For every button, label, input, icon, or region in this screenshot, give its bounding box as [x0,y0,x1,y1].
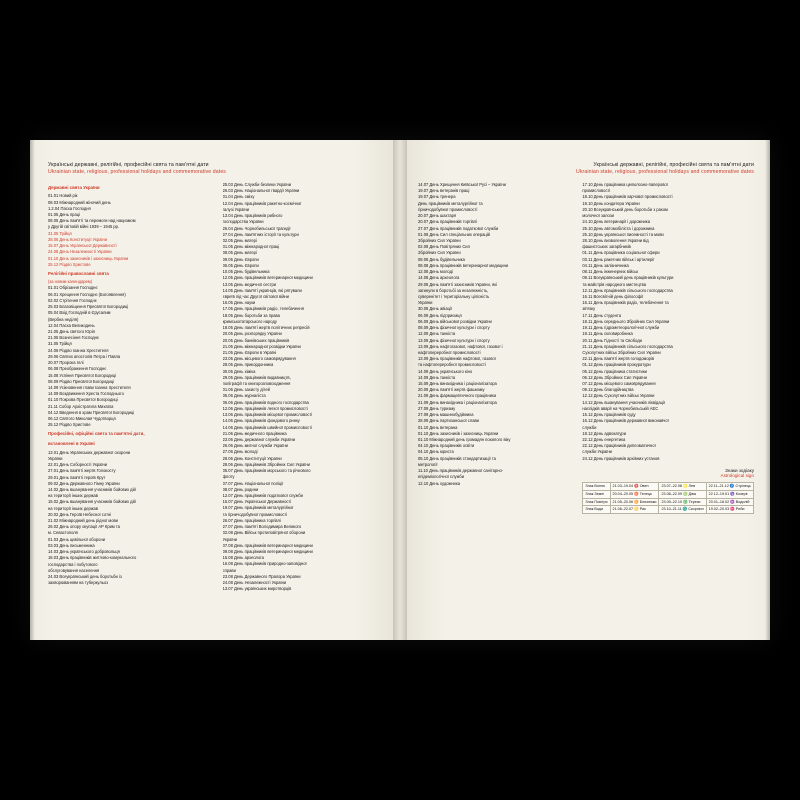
list-item: 03.11 День ракетних військ і артилерії [582,256,655,262]
list-item: 16.11 День працівників радіо, телебачення та [582,300,669,306]
left-column-2 [223,182,384,592]
left-column-1 [48,182,213,592]
list-item: 14.03 День українського добровольця [48,549,120,555]
list-item: 20.05 День розпорядку України [222,331,282,337]
list-item: у Другій світовій війні 1939 – 1945 рр. [48,224,120,230]
state-holidays-list [48,193,213,268]
list-item: 13.04 День працівників рибного [222,213,283,219]
list-item: 21.05 День міжнародної розвідки України [222,343,301,349]
list-item: 20.09 День пам'яті жертв фашизму [418,387,485,393]
table-cell: 21.05–20.06 ♊ Близнюки [610,498,659,506]
list-item: 08.09 День фізичної культури і спорту [418,325,490,331]
list-item: 19.11 День скловиробника [582,331,633,337]
list-item: 04.10 День працівників освіти [418,443,475,449]
list-item: на території інших держав [48,505,98,511]
list-item: 11.10 День працівників державної санітарно- [418,468,504,474]
zodiac-title-uk: Знаки зодіаку [725,467,754,473]
list-item: (Вербна неділя) [48,316,79,322]
list-item: 04.11 День залізничника [582,262,629,268]
list-item: 29.01 День пам'яті героїв Крут [48,474,106,480]
list-item: 12.10 День художника [418,480,460,486]
list-item: 20.07 День шахтаря [418,213,457,219]
list-item: м. Севастополя [48,530,78,536]
list-item: 05.07 День працівників морського та річкового [222,468,311,474]
list-item: 02.02 Стрітення Господнє [48,297,97,303]
list-item: 20.07 Пророка Іллі [48,360,84,366]
list-item: 14.06 День працівників фондового ринку [222,418,300,424]
list-item: та майстрів народного мистецтва [582,281,647,287]
list-item: 22.01 День Соборності України [48,462,108,468]
table-cell: Знак Вогню [583,482,610,490]
list-item: 06.12 Святого Миколая Чудотворця [48,416,116,422]
list-item: День працівників металургійної та [418,200,483,206]
list-item: 14.09 День танкіста [418,374,456,380]
list-item: служби [582,424,597,430]
list-item: 25.12 Різдво Христове [48,422,91,428]
right-column-2-list [582,182,754,462]
table-row [583,482,754,490]
left-page-header [48,162,384,176]
list-item: 26.04 День Чорнобильської трагедії [222,225,291,231]
open-book-spread [30,140,770,640]
list-item: 13.07 День українських миротворців [222,586,292,592]
list-item: 01.01 Новий рік [48,193,78,199]
list-item: 19.11 День гідрометеорологічної служби [582,325,660,331]
list-item: 24.08 День Незалежності України [222,580,287,586]
list-item: нафтопереробної промисловості [418,349,481,355]
list-item: 28.09 День партизанської слави [418,418,479,424]
list-item: 13.09 День фізичної культури і спорту [418,337,490,343]
right-page [400,140,770,640]
list-item: 25.12 Різдво Христове [48,261,91,267]
right-column-2 [582,182,754,514]
list-item: 01.04 День сміху [222,194,255,200]
list-item: загинули в боротьбі за незалежність, [418,287,489,293]
list-item: 17.11 День студента [582,312,621,318]
list-item: 29.06 Святих апостолів Петра і Павла [48,353,121,359]
list-item: 31.05 Трійця [48,341,72,347]
list-item: 28.05 День прикордонника [222,362,274,368]
list-item: України [222,536,238,542]
list-item: 09.12 День благодійництва [582,387,634,393]
list-item: 06.01 Хрещення Господнє (Богоявлення) [48,291,126,297]
header-title-uk-right: Українські державні, релігійні, професійні свята та пам'ятні дати [593,162,754,168]
list-item: 14.08 День археолога [418,275,460,281]
left-page-columns [48,182,384,592]
list-item: 28.06 День працівників Збройних Сил України [222,461,310,467]
list-item: 01.10 Покрова Пресвятої Богородиці [48,397,118,403]
list-item: кримськотатарського народу [222,318,277,324]
list-item: 06.09 День військової розвідки України [418,318,492,324]
list-item: 08.05 День матері [222,250,257,256]
list-item: 21.05 День святого Юрія [48,328,95,334]
list-item: 31.05 Трійця [48,230,72,236]
list-item: 12.05 День працівників ветеринарної медицини [222,275,313,281]
right-column-1-list [418,182,572,487]
list-item: 24.06 Різдво Іоанна Хрестителя [48,347,109,353]
list-item: 29.08 День пам'яті захисників України, які [418,281,497,287]
table-cell: Знак Повітря [583,498,610,506]
list-item: 25.03 День Служби безпеки України [222,182,292,188]
list-item: 01.10 Міжнародний день громадян похилого віку [418,437,511,442]
table-cell: 23.09–22.10 ♎ Терези [659,498,706,506]
list-item: 18.10 День працівників харчової промисловості [582,194,673,200]
table-cell: 21.03–19.04 ♈ Овен [610,482,659,490]
list-item: 08.07 День родини [222,486,259,492]
list-item: 06.08 Преображення Господнє [48,366,107,372]
list-item: 27.09 День машинобудівника [418,412,474,418]
list-item: 12.09 День танкіста [418,331,456,337]
table-cell: 22.11–21.12 ♐ Стрілець [706,482,753,490]
list-item: 20.10 Всеукраїнський день боротьби з раком [582,206,668,212]
list-item: 06.12 День Збройних Сил України [582,374,647,380]
left-page [30,140,400,640]
table-row [583,498,754,506]
list-item: гірничодобувної промисловості [418,206,478,212]
list-item: 06.05 День Європи [222,262,259,268]
list-item: 18.05 День пам'яті жертв політичних репресій [222,325,310,331]
list-item: 17.05 День працівників радіо, телебачення [222,306,304,312]
list-item: 01.01 Обрізання Господнє [48,285,98,291]
list-item: 30.08 День авіації [418,306,452,312]
list-item: 01.03 День цивільної оборони [48,536,106,542]
list-item: 08.03 Міжнародний жіночий день [48,199,111,205]
list-item: 01.10 День захисників і захисниць України [418,430,499,436]
header-title-en: Ukrainian state, religious, professional holidays and commemorative dates [48,169,226,176]
list-item: 28.10 День визволення України від [582,238,649,243]
list-item: 21.06 День медичного працівника [222,430,287,436]
list-item: 01.08 День Сил спеціальних операцій [418,231,490,237]
list-item: 21.05 День Європи в Україні [222,349,277,355]
list-item: 01.12 День працівників прокуратури [582,362,651,368]
list-item: 25.10 День автомобіліста і дорожника [582,225,655,231]
list-item: 14.09 Воздвиження Хреста Господнього [48,391,124,397]
list-item: 12.04 День працівників ракетно-космічної [222,200,302,206]
list-item: євреїв під час Другої світової війни [222,293,289,299]
list-item: 19.07 День ветеранів праці [418,188,470,194]
list-item: на території інших держав [48,493,98,499]
list-item: 06.06 День працівників водного господарства [222,399,309,405]
list-item: 24.08 День Незалежності України [48,249,112,255]
list-item: 02.08 День Військ протиповітряної оборони [222,530,306,536]
list-item: 15.02 День вшанування учасників бойових дій [48,499,136,505]
list-item: 24.10 День ветеринарії і дорожника [582,219,650,225]
list-item: 21.09 День фармацевтичного працівника [418,393,497,399]
list-item: 26.07 День працівника торгівлі [222,517,281,523]
list-item: 24.03 Всеукраїнський день боротьби із [48,574,122,580]
list-item: фашистських загарбників [582,244,631,250]
table-cell: 20.04–20.05 ♉ Телець [610,490,659,498]
list-item: 14.05 День пам'яті українців, які рятували [222,287,302,293]
list-item: 27.09 День туризму [418,405,456,411]
list-item: 26.03 День Національної гвардії України [222,188,300,194]
list-item: поліграфії та книгорозповсюдження [222,381,291,387]
list-item: 05.12 День працівника статистики [582,368,647,374]
zodiac-title [582,468,754,478]
list-item: та нафтопереробної промисловості [418,362,486,368]
list-item: 03.03 День письменника [48,542,95,548]
list-item: 15.12 День працівників суду [582,412,636,418]
list-item: 12.08 День молоді [418,269,453,275]
list-item: 13.09 День нафтогазової, нафтової, газової і [418,343,503,349]
list-item: Збройних Сил України [418,250,461,256]
list-item: Збройних Сил України [418,238,461,243]
right-column-1 [418,182,572,514]
list-item: України [48,455,63,461]
list-item: 21.02 Міжнародний день рідної мови [48,518,118,524]
header-title-en-right: Ukrainian state, religious, professional holidays and commemorative dates [576,169,754,176]
list-item: обслуговування населення [48,567,100,573]
list-item: 14.07 День Хрещення Київської Русі – України [418,182,506,188]
list-item: 18.12 День адвокатури [582,430,626,436]
list-item: 26.06 День митної служби України [222,443,288,449]
list-item: Сухопутних військ Збройних Сил України [582,349,661,355]
list-item: 15.07 День Української Державності [222,499,292,505]
list-item: 27.04 День пам'ятних історії та культури [222,231,299,237]
list-item: 14.09 День українського кіно [418,368,473,374]
list-item: 14.12 День вшанування учасників ліквідації [582,399,665,405]
list-item: 29.05 День працівників видавництв, [222,374,291,380]
list-item: 09.11 Всеукраїнський день працівників культури [582,275,674,281]
list-item: 15.08 Успіння Пресвятої Богородиці [48,372,117,378]
list-item: зв'язку [582,306,596,312]
list-item: 23.06 День державної служби України [222,437,296,442]
list-item: 28.06 День Конституції України [222,455,282,461]
list-item: 01.10 День захисників і захисниць України [48,255,129,261]
list-item: 16.05 День науки [222,300,256,306]
list-item: 1.2.04 Пасха Господня [48,205,91,211]
list-item: 15.08 День археолога [222,555,264,561]
list-item: 21.05 Вознесіння Господнє [48,335,99,341]
table-cell: Знак Землі [583,490,610,498]
list-item: 14.02 День вшанування учасників бойових дій [48,486,136,492]
left-column-2-list [223,182,384,592]
table-cell: 22.12–19.01 ♑ Козеріг [706,490,753,498]
table-row [583,506,754,514]
list-item: 20.07 День працівників торгівлі [418,219,477,225]
table-cell: 20.01–18.02 ♒ Водолій [706,498,753,506]
list-item: 18.03 День працівників житлово-комунального [48,555,137,561]
section-professional-holidays: Професійні, офіційні свята та пам'ятні дати, [48,431,145,437]
table-cell: 23.07–22.08 ♌ Лев [659,482,706,490]
list-item: 05.06 День журналіста [222,393,266,399]
list-item: 06.09 День підприємця [418,312,462,318]
list-item: справи [222,567,236,573]
list-item: 12.12 День Сухопутних військ України [582,393,655,399]
list-item: 20.05 День банківських працівників [222,337,290,343]
list-item: 05.04 Вхід Господній в Єрусалим [48,310,111,316]
list-item: 09.05 День Європи [222,256,259,262]
list-item: молочної залози [582,213,614,219]
list-item: 01.05 День праці [48,212,80,218]
list-item: наслідків аварії на Чорнобильській АЕС [582,405,659,411]
list-item: 13.01 День Українських державної охорони [48,449,131,455]
list-item: 19.10 День кондитера України [582,200,640,206]
list-item: 13.05 День медичної сестри [222,281,277,287]
zodiac-title-en: Astrological sign [720,472,754,478]
list-item: 07.07 День Національної поліції [222,480,284,486]
list-item: флоту [222,474,235,480]
list-item: 15.07 День Української Державності [48,243,117,249]
list-item: 01.11 День працівника соціальної сфери [582,250,660,256]
list-item: 21.11 День працівників сільського господарства [582,343,673,349]
list-item: господарства і побутового [48,561,98,567]
section-professional-holidays-line2: встановлені в Україні [48,441,95,447]
list-item: 27.07 День працівників податкової служби [418,225,499,231]
list-item: 12.04 Пасха Великодень [48,322,95,328]
list-item: 22.12 День енергетика [582,437,626,442]
religious-holidays-list [48,285,213,428]
list-item: 13.06 День працівників місцевої промисловості [222,412,313,418]
table-cell: 21.06–22.07 ♋ Рак [610,506,659,514]
list-item: 21.09 День винахідника і раціоналізатора [418,399,497,405]
section-state-holidays: Державні свята України [48,185,100,191]
list-item: 07.08 День працівників ветеринарної медицини [222,542,313,548]
list-item: 02.08 День Повітряних Сил [418,244,470,250]
table-cell: 23.08–22.09 ♍ Діва [659,490,706,498]
list-item: 20.11 День Гідності та Свободи [582,337,642,343]
list-item: 13.09 День працівників нафтової, газової [418,356,496,362]
professional-holidays-list [48,450,213,587]
list-item: 25.03 Благовіщення Пресвятої Богородиці [48,304,129,310]
list-item: 04.12 Введення в храм Пресвятої Богородиці [48,409,135,415]
list-item: 26.02 День опору окупації АР Крим та [48,524,120,530]
list-item: 24.12 День працівників архівних установ [582,455,660,461]
list-item: 08.11 День інженерних військ [582,269,639,275]
list-item: 25.10 День української писемності та мови [582,231,664,237]
right-page-columns [418,182,754,514]
list-item: 22.11 День пам'яті жертв голодоморів [582,356,655,362]
list-item: 08.05 День пам'яті та перемоги над нацизмом [48,218,136,224]
list-item: 16.11 Всесвітній день філософії [582,293,644,299]
section-religious-holidays: Релігійні православні свята [48,270,109,276]
list-item: 23.08 День Державного Прапора України [222,573,301,579]
list-item: та гірничодобувної промисловості [222,511,288,517]
table-row [583,490,754,498]
table-cell: Знак Води [583,506,610,514]
list-item: 14.09 Усікновення глави Іоанна Хрестителя [48,384,131,390]
section-religious-subtitle: (за новим календарем) [48,279,93,285]
list-item: 12.06 День працівників легкої промисловості [222,405,308,411]
list-item: 21.11 Собор Архістратига Михаїла [48,403,114,409]
list-item: 01.06 День захисту дітей [222,387,270,393]
list-item: України [418,300,433,306]
list-item: 12.11 День працівників сільського господарства [582,287,673,293]
list-item: 27.06 День молоді [222,449,258,455]
list-item: 12.07 День працівників податкової служби [222,492,303,498]
list-item: 19.07 День працівників металургійної [222,505,294,511]
list-item: 09.02 День Державного Гімну України [48,480,120,486]
list-item: метрології [418,461,438,467]
right-page-edge-shadow [765,140,770,640]
list-item: 10.05 День будівельника [222,269,270,275]
list-item: 22.12 День працівників дипломатичної [582,443,656,449]
list-item: 18.11 День середнього Збройних Сил України [582,318,670,324]
list-item: 08.08 День працівників ветеринарної медицини [418,262,509,268]
list-item: 16.12 День працівників державної виконавчої [582,418,669,424]
list-item: 27.07 День пам'яті Володимира Великого [222,524,302,530]
list-item: епідеміологічної служби [418,474,464,480]
list-item: 30.05 День хіміка [222,368,256,374]
list-item: 15.09 День винахідника і раціоналізатора [418,381,497,387]
list-item: господарства України [222,219,264,225]
list-item: 02.05 День матері [222,238,257,243]
list-item: 01.05 День міжнародної праці [222,244,280,250]
table-cell: 23.10–21.11 ♏ Скорпіон [659,506,706,514]
list-item: 01.10 День ветерана [418,424,458,430]
left-page-edge-shadow [30,140,35,640]
list-item: 27.01 День пам'яті жертв Голокосту [48,468,116,474]
list-item: промисловості [582,188,611,194]
list-item: 05.10 День працівників стандартизації та [418,455,496,461]
list-item: 08.08 День будівельника [418,256,465,262]
list-item: 04.10 День юриста [418,449,454,455]
list-item: суверенітет і територіальну цілісність [418,293,490,299]
list-item: 09.08 День працівників ветеринарної медицини [222,548,313,554]
list-item: захворюванням на туберкульоз [48,580,109,586]
list-item: 19.07 День тренера [418,194,456,200]
list-item: 23.05 День місцевого самоврядування [222,356,296,362]
list-item: 08.09 Різдво Пресвятої Богородиці [48,378,115,384]
list-item: 16.08 День працівників природно-заповідної [222,561,307,567]
list-item: 28.06 День Конституції України [48,236,108,242]
list-item: служби України [582,449,612,455]
header-title-uk: Українські державні, релігійні, професійні свята та пам'ятні дати [48,162,209,168]
list-item: 18.05 День боротьби за права [222,312,280,318]
zodiac-table [582,482,754,514]
list-item: 07.12 День місцевого самоврядування [582,381,656,387]
table-cell: 19.02–20.03 ♓ Риби [706,506,753,514]
right-page-header [418,162,754,176]
list-item: 14.06 День працівників швейної промисловості [222,424,312,430]
list-item: галузі України [222,206,250,212]
list-item: 17.10 День працівника целюлозно-паперової [582,182,668,188]
list-item: 20.02 День Героїв Небесної сотні [48,511,112,517]
